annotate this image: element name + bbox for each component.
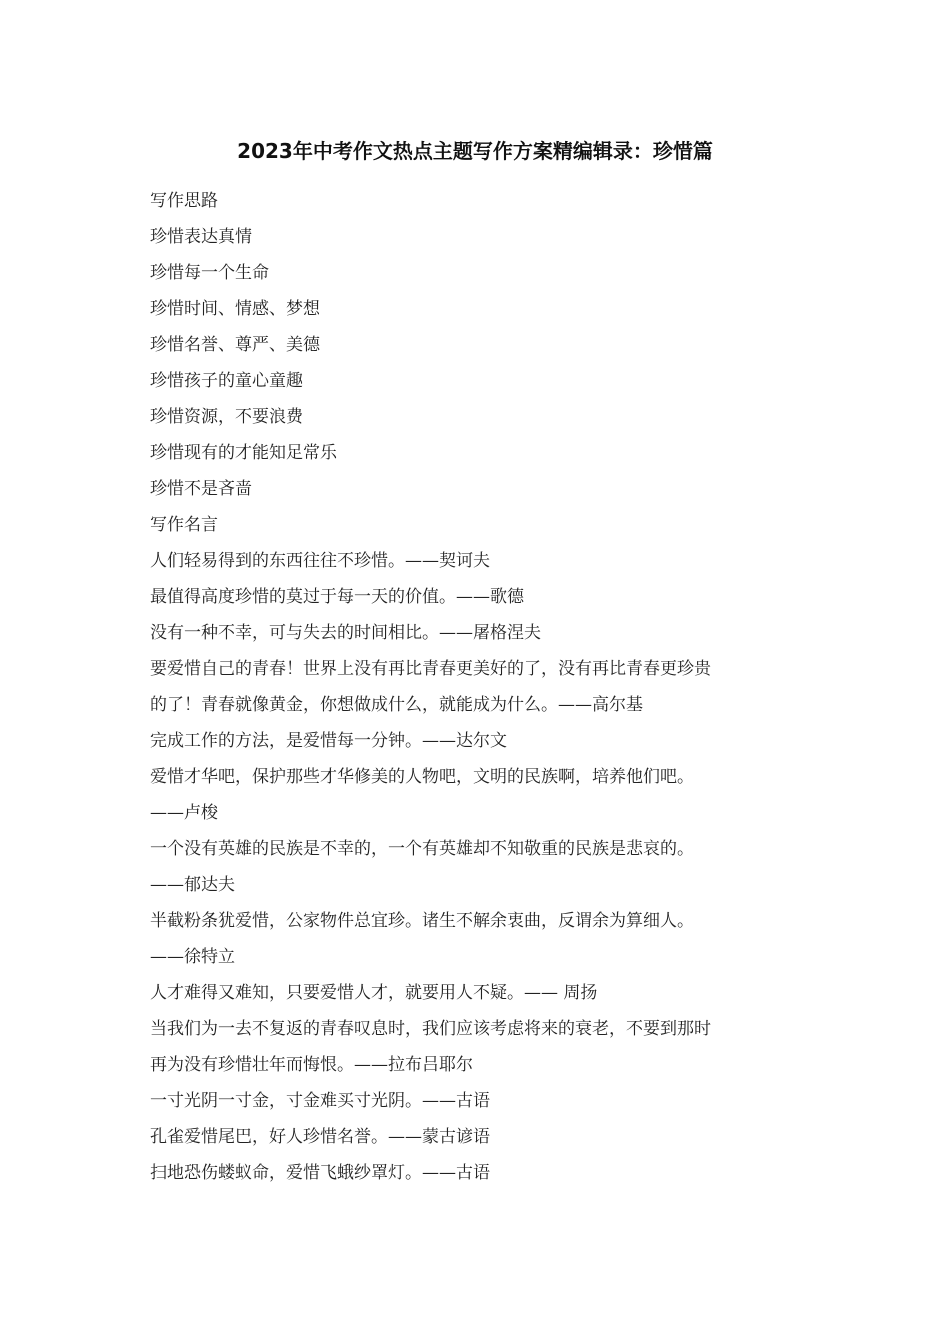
text-line: 的了！青春就像黄金，你想做成什么，就能成为什么。——高尔基 [150, 695, 643, 715]
text-line: 当我们为一去不复返的青春叹息时，我们应该考虑将来的衰老，不要到那时 [150, 1019, 711, 1039]
text-line: 一个没有英雄的民族是不幸的，一个有英雄却不知敬重的民族是悲哀的。 [150, 839, 694, 859]
text-line: 珍惜时间、情感、梦想 [150, 299, 320, 319]
text-line: 珍惜孩子的童心童趣 [150, 371, 303, 391]
text-line: 再为没有珍惜壮年而悔恨。——拉布吕耶尔 [150, 1055, 473, 1075]
text-line: 没有一种不幸，可与失去的时间相比。——屠格涅夫 [150, 623, 541, 643]
text-line: 人才难得又难知，只要爱惜人才，就要用人不疑。—— 周扬 [150, 983, 598, 1003]
text-line: 珍惜资源，不要浪费 [150, 407, 303, 427]
text-line: 半截粉条犹爱惜，公家物件总宜珍。诸生不解余衷曲，反谓余为算细人。 [150, 911, 694, 931]
text-line: 珍惜名誉、尊严、美德 [150, 335, 320, 355]
text-line: 最值得高度珍惜的莫过于每一天的价值。——歌德 [150, 587, 524, 607]
text-line: 写作思路 [150, 191, 218, 211]
text-line: 爱惜才华吧，保护那些才华修美的人物吧，文明的民族啊，培养他们吧。 [150, 767, 694, 787]
text-line: 珍惜不是吝啬 [150, 479, 252, 499]
text-line: 珍惜每一个生命 [150, 263, 269, 283]
text-line: ——卢梭 [150, 803, 218, 823]
text-line: 一寸光阴一寸金，寸金难买寸光阴。——古语 [150, 1091, 490, 1111]
text-line: 要爱惜自己的青春！世界上没有再比青春更美好的了，没有再比青春更珍贵 [150, 659, 711, 679]
text-line: 完成工作的方法，是爱惜每一分钟。——达尔文 [150, 731, 507, 751]
text-line: 孔雀爱惜尾巴，好人珍惜名誉。——蒙古谚语 [150, 1127, 490, 1147]
text-line: 人们轻易得到的东西往往不珍惜。——契诃夫 [150, 551, 490, 571]
text-line: ——徐特立 [150, 947, 235, 967]
page-title: 2023年中考作文热点主题写作方案精编辑录：珍惜篇 [237, 139, 713, 163]
text-line: ——郁达夫 [150, 875, 235, 895]
text-line: 珍惜表达真情 [150, 227, 252, 247]
text-line: 珍惜现有的才能知足常乐 [150, 443, 337, 463]
text-line: 写作名言 [150, 515, 218, 535]
text-line: 扫地恐伤蝼蚁命，爱惜飞蛾纱罩灯。——古语 [150, 1163, 490, 1183]
document-body [150, 183, 800, 1191]
